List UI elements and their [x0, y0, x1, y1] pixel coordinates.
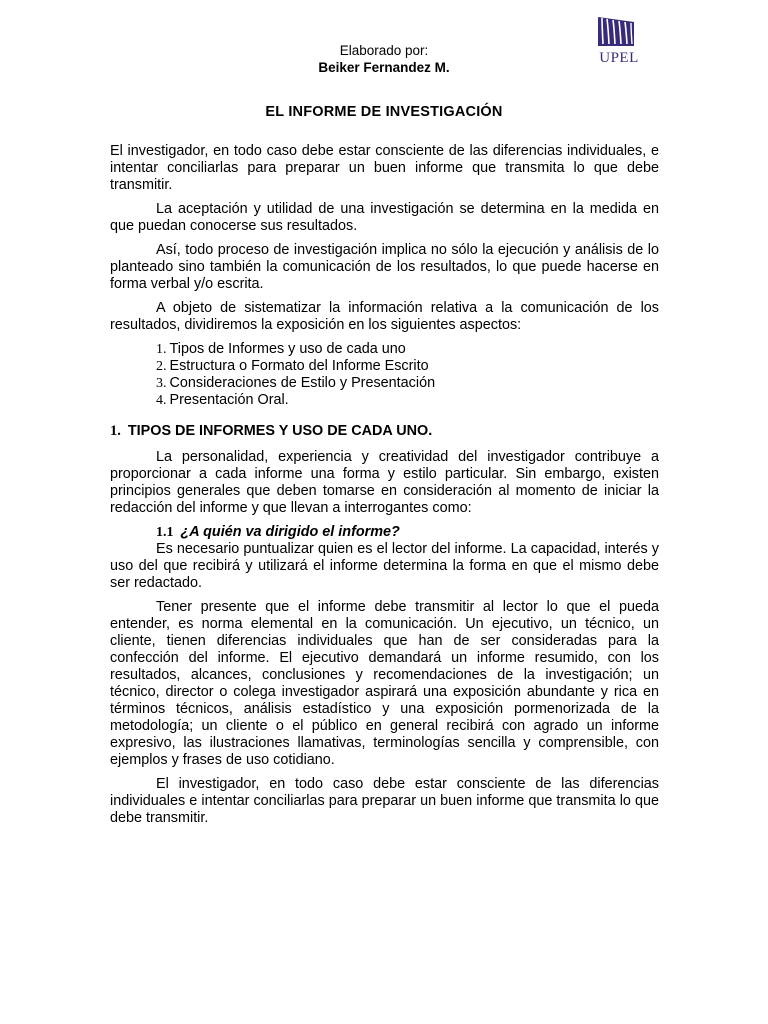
document-body — [110, 143, 659, 834]
subsection-paragraph-1: Es necesario puntualizar quien es el lector del informe. La capacidad, interés y uso del que recibirá y utilizará el informe determina la forma en que el mismo debe ser redactado. — [110, 541, 659, 591]
list-item — [156, 358, 659, 375]
list-item-text: Estructura o Formato del Informe Escrito — [169, 358, 429, 374]
list-item-number: 4. — [156, 393, 167, 408]
list-item-text: Presentación Oral. — [169, 392, 289, 408]
subsection-1-1-heading — [156, 524, 659, 541]
intro-paragraph-4: A objeto de sistematizar la información relativa a la comunicación de los resultados, dividiremos la exposición en los siguientes aspectos: — [110, 300, 659, 333]
document-header — [0, 42, 768, 76]
list-item — [156, 392, 659, 409]
list-item — [156, 341, 659, 358]
list-item-number: 3. — [156, 376, 167, 391]
author-name: Beiker Fernandez M. — [318, 60, 450, 75]
list-item-number: 2. — [156, 359, 167, 374]
subsection-1-1-title: ¿A quién va dirigido el informe? — [180, 524, 400, 540]
subsection-1-1-number: 1.1 — [156, 525, 174, 540]
section-1-heading — [110, 423, 659, 440]
intro-paragraph-1: El investigador, en todo caso debe estar consciente de las diferencias individuales, e intentar conciliarlas para preparar un buen informe que transmita lo que debe transmitir. — [110, 143, 659, 193]
upel-emblem-icon — [588, 14, 650, 50]
section-1-title: TIPOS DE INFORMES Y USO DE CADA UNO. — [127, 423, 433, 439]
section-1-number: 1. — [110, 423, 121, 439]
intro-paragraph-3: Así, todo proceso de investigación implica no sólo la ejecución y análisis de lo planteado sino también la comunicación de los resultados, lo que puede hacerse en forma verbal y/o escrita. — [110, 242, 659, 292]
list-item-text: Tipos de Informes y uso de cada uno — [169, 341, 406, 357]
upel-logo — [588, 14, 650, 70]
subsection-paragraph-3: El investigador, en todo caso debe estar consciente de las diferencias individuales e intentar conciliarlas para preparar un buen informe que transmita lo que debe transmitir. — [110, 776, 659, 826]
logo-text: UPEL — [599, 50, 639, 66]
prepared-by-label: Elaborado por: — [339, 43, 429, 58]
aspects-list — [110, 341, 659, 409]
list-item-number: 1. — [156, 342, 167, 357]
list-item-text: Consideraciones de Estilo y Presentación — [169, 375, 436, 391]
section-1-paragraph: La personalidad, experiencia y creatividad del investigador contribuye a proporcionar a cada informe una forma y estilo particular. Sin embargo, existen principios generales que deben tomarse en consideración al momento de iniciar la redacción del informe y que llevan a interrogantes como: — [110, 449, 659, 516]
document-title: EL INFORME DE INVESTIGACIÓN — [265, 104, 503, 120]
intro-paragraph-2: La aceptación y utilidad de una investigación se determina en la medida en que puedan conocerse sus resultados. — [110, 201, 659, 234]
list-item — [156, 375, 659, 392]
subsection-paragraph-2: Tener presente que el informe debe transmitir al lector lo que el pueda entender, es norma elemental en la comunicación. Un ejecutivo, un técnico, un cliente, tienen diferencias individuales que han de ser consideradas para la confección del informe. El ejecutivo demandará un informe resumido, con los resultados, alcances, conclusiones y recomendaciones de la investigación; un técnico, director o colega investigador aspirará una exposición abundante y rica en términos técnicos, análisis estadístico y una exposición pormenorizada de la metodología; un cliente o el público en general recibirá con agrado un informe expresivo, las ilustraciones llamativas, terminologías sencilla y comprensible, con ejemplos y frases de uso cotidiano. — [110, 599, 659, 768]
